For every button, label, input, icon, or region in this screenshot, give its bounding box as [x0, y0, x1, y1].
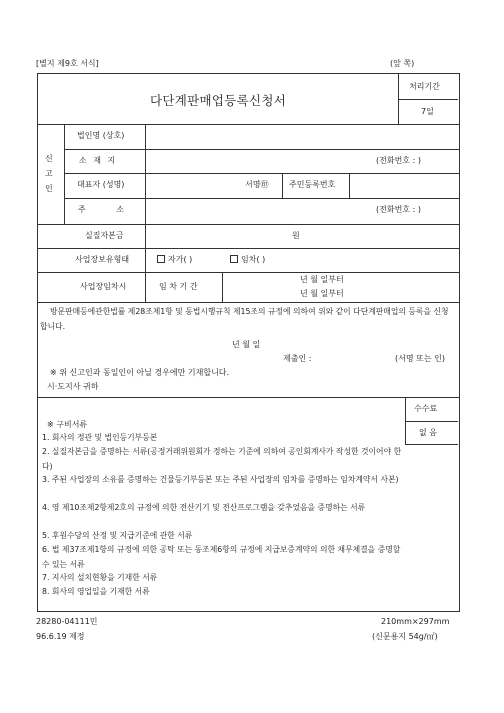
- document-item-4: 4. 영 제10조제2항제2호의 규정에 의한 전산기기 및 전산프로그램을 갖추었음을 증명하는 서류: [42, 503, 366, 512]
- document-item-6: 6. 법 제37조제1항의 규정에 의한 공탁 또는 동조제6항의 규정에 지급보증계약의 의한 채무체결을 증명할 수 있는 서류: [42, 545, 401, 569]
- office-own-label: 자가( ): [168, 255, 193, 264]
- submitter-field[interactable]: [318, 352, 398, 364]
- applicant-group-char-1: 신: [45, 154, 53, 163]
- capital-unit: 원: [292, 231, 300, 240]
- location-field[interactable]: [147, 151, 367, 171]
- representative-label: 대표자 (성명): [77, 180, 125, 189]
- capital-label: 실질자본금: [85, 231, 124, 240]
- document-item-7: 7. 지사의 설치현황을 기재한 서류: [42, 573, 158, 582]
- document-item-3: 3. 주된 사업장의 소유를 증명하는 건물등기부등본 또는 주된 사업장의 임차를 증명하는 임차계약서 사본): [42, 475, 399, 484]
- sign-note: (서명 또는 인): [395, 354, 445, 363]
- form-code: 28280-04111민: [36, 617, 98, 626]
- lease-period-label: 임 차 기 간: [159, 282, 198, 291]
- lease-period-to: 년 월 일부터: [300, 289, 344, 298]
- office-lease-label: 사업장임차시: [80, 282, 127, 291]
- lease-period-from: 년 월 일부터: [300, 275, 344, 284]
- documents-title: ※ 구비서류: [47, 420, 88, 429]
- representative-field[interactable]: [147, 175, 237, 196]
- processing-period-label: 처리기간: [409, 82, 440, 91]
- form-number: [별지 제9호 서식]: [36, 59, 99, 68]
- corp-name-label: 법인명 (상호): [77, 131, 125, 140]
- office-lease-option[interactable]: [230, 255, 265, 265]
- processing-period-value: 7일: [421, 107, 434, 116]
- document-item-2: 2. 실질자본금을 증명하는 서류(공정거래위원회가 정하는 기준에 의하여 공인회계사가 작성한 것이어야 한다): [42, 447, 402, 471]
- document-item-1: 1. 회사의 정관 및 법인등기부등본: [42, 433, 158, 442]
- page-side: (앞 쪽): [390, 59, 415, 68]
- own-checkbox[interactable]: [157, 255, 165, 263]
- address-phone: (전화번호 : ): [376, 205, 421, 214]
- fee-label: 수수료: [414, 404, 438, 413]
- lease-checkbox[interactable]: [230, 255, 238, 263]
- applicant-group-char-2: 고: [45, 169, 53, 178]
- submitter-label: 제출인 :: [283, 354, 312, 363]
- signature-mark: 서명㊞: [245, 180, 269, 189]
- addressee: 시·도지사 귀하: [47, 382, 99, 391]
- enactment-date: 96.6.19 제정: [36, 632, 85, 641]
- submitter-note: ※ 위 신고인과 동일인이 아닐 경우에만 기재합니다.: [50, 368, 230, 377]
- resident-number-field[interactable]: [351, 175, 457, 196]
- document-item-8: 8. 회사의 영업일을 기재한 서류: [42, 587, 150, 596]
- corp-name-field[interactable]: [147, 126, 457, 147]
- resident-number-label: 주민등록번호: [289, 180, 336, 189]
- document-item-5: 5. 후원수당의 산정 및 지급기준에 관한 서류: [42, 531, 193, 540]
- office-lease-label: 임차( ): [241, 255, 266, 264]
- paper-type: (신문용지 54g/㎡): [372, 632, 438, 641]
- application-date: 년 월 일: [232, 340, 261, 349]
- location-phone: (전화번호 : ): [376, 156, 421, 165]
- location-label: 소 재 지: [79, 156, 118, 165]
- paper-size: 210mm×297mm: [381, 617, 450, 626]
- office-type-label: 사업장보유형태: [75, 255, 130, 264]
- applicant-group-char-3: 인: [45, 184, 53, 193]
- fee-value: 없 음: [419, 428, 437, 437]
- address-field[interactable]: [147, 200, 367, 222]
- office-own-option[interactable]: [157, 255, 192, 265]
- address-label: 주 소: [78, 205, 138, 214]
- application-statement: 방문판매등에관한법률 제28조제1항 및 동법시행규칙 제15조의 규정에 의하여 위와 같이 다단계판매업의 등록을 신청합니다.: [40, 307, 449, 331]
- form-title: 다단계판매업등록신청서: [150, 93, 287, 108]
